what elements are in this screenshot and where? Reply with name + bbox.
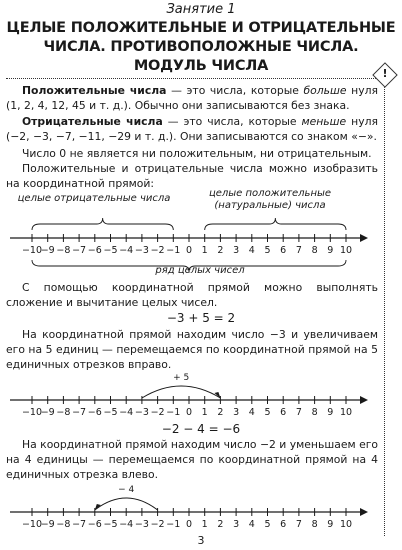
equation-2: −2 − 4 = −6	[161, 422, 241, 436]
lesson-title	[0, 19, 402, 76]
tick-label: 1	[201, 407, 208, 418]
tick-label: −3	[134, 519, 149, 530]
definition-positive-emphasis: больше	[303, 84, 347, 97]
equation-1: −3 + 5 = 2	[166, 311, 236, 325]
tick-label: −2	[150, 245, 165, 256]
tick-label: −8	[56, 407, 71, 418]
tick-label: −9	[40, 407, 55, 418]
tick-label: 6	[280, 245, 287, 256]
lesson-number: Занятие 1	[166, 2, 236, 17]
tick-label: −10	[21, 407, 43, 418]
tick-label: 8	[311, 519, 318, 530]
title-line-3: МОДУЛЬ ЧИСЛА	[133, 58, 269, 74]
tick-label: 10	[339, 407, 353, 418]
example-1-explanation: На координатной прямой находим число −3 и увеличиваем его на 5 единиц — перемещаемся по координатной прямой на 5 единичных отрезков вправо.	[6, 328, 378, 371]
tick-label: −7	[72, 245, 87, 256]
zero-statement: Число 0 не является ни положительным, ни отрицательным.	[22, 147, 372, 160]
definition-negative	[6, 114, 378, 144]
definition-negative-text-a: — это числа, которые	[162, 115, 302, 128]
title-line-2: ЧИСЛА. ПРОТИВОПОЛОЖНЫЕ ЧИСЛА.	[43, 39, 359, 55]
tick-label: 9	[327, 245, 334, 256]
tick-label: −9	[40, 245, 55, 256]
axis-arrowhead	[360, 396, 368, 404]
tick-label: −7	[72, 407, 87, 418]
brace-positive	[205, 218, 346, 230]
tick-label: −4	[119, 245, 134, 256]
tick-label: 6	[280, 407, 287, 418]
tick-label: −7	[72, 519, 87, 530]
tick-label: −3	[134, 245, 149, 256]
tick-label: 8	[311, 407, 318, 418]
tick-label: −8	[56, 519, 71, 530]
tick-label: 0	[185, 407, 193, 418]
tick-label: 0	[185, 519, 193, 530]
tick-label: −10	[21, 245, 43, 256]
tick-label: −5	[103, 245, 118, 256]
tick-label: −6	[87, 407, 102, 418]
tick-label: 2	[217, 407, 224, 418]
tick-label: 1	[201, 245, 208, 256]
tick-label: 5	[264, 407, 271, 418]
tick-label: 4	[248, 407, 255, 418]
label-negative-integers: целые отрицательные числа	[17, 193, 171, 204]
number-line-example-2	[0, 480, 402, 532]
tick-label: 2	[217, 245, 224, 256]
definition-positive-text-b: нуля (1, 2, 4, 12, 45 и т. д.). Обычно они записываются без знака.	[6, 84, 379, 112]
tick-label: 7	[295, 519, 302, 530]
definition-positive-text-a: — это числа, которые	[166, 84, 304, 97]
tick-label: 3	[233, 245, 240, 256]
tick-label: 3	[233, 407, 240, 418]
tick-label: −4	[119, 519, 134, 530]
axis-arrowhead	[360, 234, 368, 242]
tick-label: −6	[87, 245, 102, 256]
tick-label: 10	[339, 245, 353, 256]
brace-negative	[32, 218, 173, 230]
number-line-intro: Положительные и отрицательные числа можно изобразить на координатной прямой:	[6, 162, 378, 190]
tick-label: 5	[264, 245, 271, 256]
tick-label: −9	[40, 519, 55, 530]
tick-label: −8	[56, 245, 71, 256]
tick-label: −5	[103, 407, 118, 418]
tick-label: −10	[21, 519, 43, 530]
tick-label: 2	[217, 519, 224, 530]
label-positive-line-1: целые положительные	[208, 188, 332, 199]
tick-label: 9	[327, 407, 334, 418]
tick-label: −2	[150, 519, 165, 530]
tick-label: −5	[103, 519, 118, 530]
tick-label: −3	[134, 407, 149, 418]
tick-label: 7	[295, 407, 302, 418]
tick-label: 8	[311, 245, 318, 256]
tick-label: 0	[185, 245, 193, 256]
label-all-integers: ряд целых чисел	[155, 265, 245, 276]
tick-label: 3	[233, 519, 240, 530]
tick-label: −1	[166, 245, 181, 256]
number-line-example-1	[0, 368, 402, 420]
jump-label: + 5	[173, 373, 190, 383]
example-2-explanation: На координатной прямой находим число −2 и уменьшаем его на 4 единицы — перемещаемся по координатной прямой на 4 единичных отрезка влево.	[6, 438, 378, 481]
jump-label: − 4	[118, 485, 135, 495]
attention-mark: !	[382, 67, 388, 80]
tick-label: 4	[248, 519, 255, 530]
tick-label: 6	[280, 519, 287, 530]
dotted-frame-side	[384, 78, 385, 536]
term-negative: Отрицательные числа	[22, 115, 163, 128]
tick-label: 7	[295, 245, 302, 256]
tick-label: 1	[201, 519, 208, 530]
tick-label: −1	[166, 519, 181, 530]
definition-negative-emphasis: меньше	[301, 115, 347, 128]
dotted-frame-top	[6, 78, 386, 79]
tick-label: 4	[248, 245, 255, 256]
label-positive-line-2: (натуральные) числа	[214, 200, 326, 211]
tick-label: −2	[150, 407, 165, 418]
definition-positive	[6, 83, 378, 113]
tick-label: −6	[87, 519, 102, 530]
tick-label: 10	[339, 519, 353, 530]
axis-arrowhead	[360, 508, 368, 516]
jump-arc	[142, 386, 221, 398]
tick-label: 5	[264, 519, 271, 530]
title-line-1: ЦЕЛЫЕ ПОЛОЖИТЕЛЬНЫЕ И ОТРИЦАТЕЛЬНЫЕ	[6, 20, 396, 36]
term-positive: Положительные числа	[22, 84, 167, 97]
page-number: 3	[197, 534, 205, 547]
definition-negative-text-b: нуля (−2, −3, −7, −11, −29 и т. д.). Они записываются со знаком «−».	[6, 115, 378, 143]
tick-label: 9	[327, 519, 334, 530]
operations-intro: С помощью координатной прямой можно выполнять сложение и вычитание целых чисел.	[6, 281, 378, 309]
tick-label: −1	[166, 407, 181, 418]
tick-label: −4	[119, 407, 134, 418]
